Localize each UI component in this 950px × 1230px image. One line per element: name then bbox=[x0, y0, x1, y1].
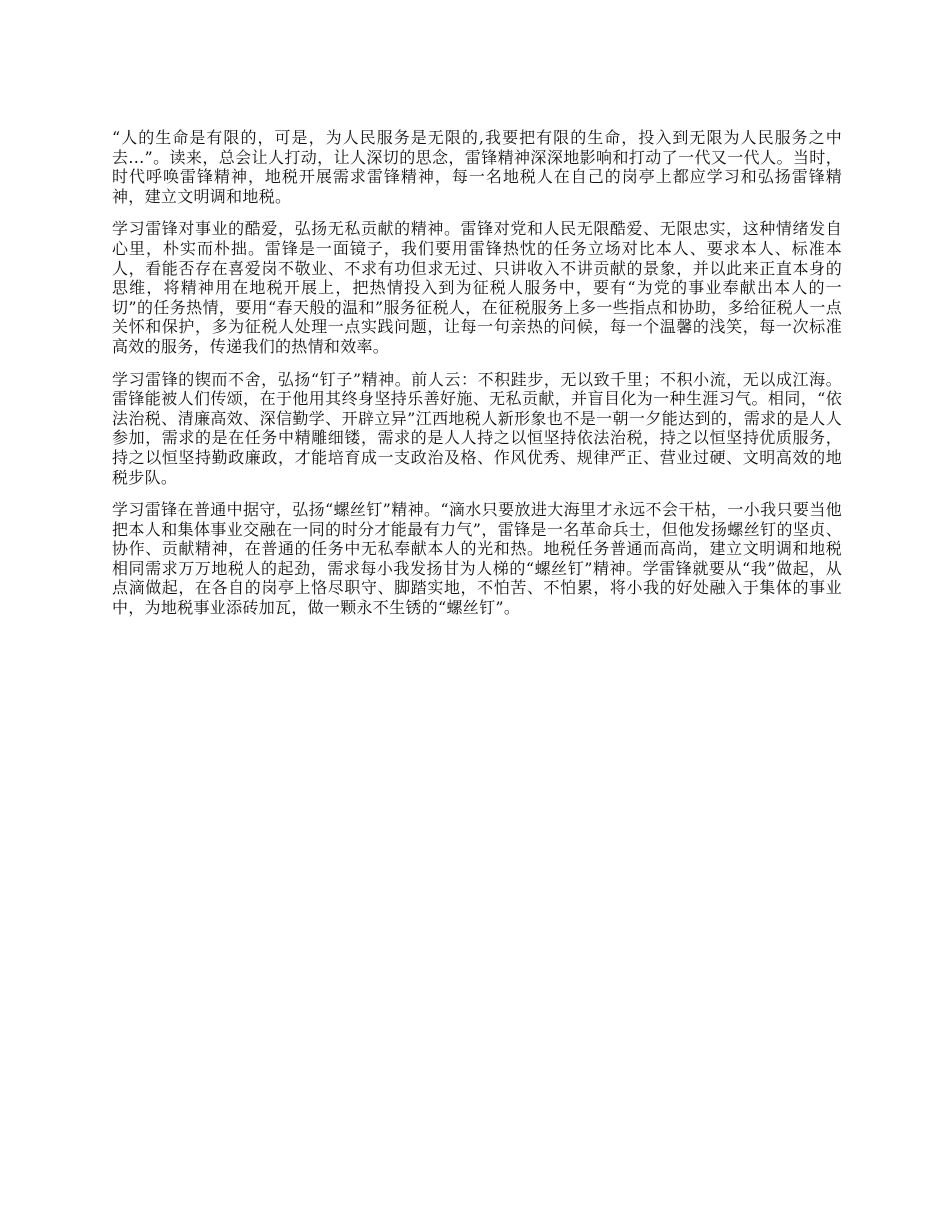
paragraph-3: 学习雷锋的锲而不舍，弘扬“钉子”精神。前人云：不积跬步，无以致千里；不积小流，无以成江海。雷锋能被人们传颂，在于他用其终身坚持乐善好施、无私贡献，并盲目化为一种生涯习气。相同，“依法治税、清廉高效、深信勤学、开辟立异”江西地税人新形象也不是一朝一夕能达到的，需求的是人人参加，需求的是在任务中精雕细镂，需求的是人人持之以恒坚持依法治税，持之以恒坚持优质服务，持之以恒坚持勤政廉政，才能培育成一支政治及格、作风优秀、规律严正、营业过硬、文明高效的地税步队。 bbox=[112, 369, 842, 487]
paragraph-4: 学习雷锋在普通中据守，弘扬“螺丝钉”精神。“滴水只要放进大海里才永远不会干枯，一小我只要当他把本人和集体事业交融在一同的时分才能最有力气”，雷锋是一名革命兵士，但他发扬螺丝钉的坚贞、协作、贡献精神，在普通的任务中无私奉献本人的光和热。地税任务普通而高尚，建立文明调和地税相同需求万万地税人的起劲，需求每小我发扬甘为人梯的“螺丝钉”精神。学雷锋就要从“我”做起，从点滴做起，在各自的岗亭上恪尽职守、脚踏实地，不怕苦、不怕累，将小我的好处融入于集体的事业中，为地税事业添砖加瓦，做一颗永不生锈的“螺丝钉”。 bbox=[112, 500, 842, 618]
document-body bbox=[112, 128, 842, 631]
paragraph-2: 学习雷锋对事业的酷爱，弘扬无私贡献的精神。雷锋对党和人民无限酷爱、无限忠实，这种情绪发自心里，朴实而朴拙。雷锋是一面镜子，我们要用雷锋热忱的任务立场对比本人、要求本人、标准本人，看能否存在喜爱岗不敬业、不求有功但求无过、只讲收入不讲贡献的景象，并以此来正直本身的思维，将精神用在地税开展上，把热情投入到为征税人服务中，要有“为党的事业奉献出本人的一切”的任务热情，要用“春天般的温和”服务征税人，在征税服务上多一些指点和协助，多给征税人一点关怀和保护，多为征税人处理一点实践问题，让每一句亲热的问候，每一个温馨的浅笑，每一次标准高效的服务，传递我们的热情和效率。 bbox=[112, 219, 842, 356]
paragraph-1: “人的生命是有限的，可是，为人民服务是无限的,我要把有限的生命，投入到无限为人民服务之中去...”。读来，总会让人打动，让人深切的思念，雷锋精神深深地影响和打动了一代又一代人。当时，时代呼唤雷锋精神，地税开展需求雷锋精神，每一名地税人在自己的岗亭上都应学习和弘扬雷锋精神，建立文明调和地税。 bbox=[112, 128, 842, 206]
